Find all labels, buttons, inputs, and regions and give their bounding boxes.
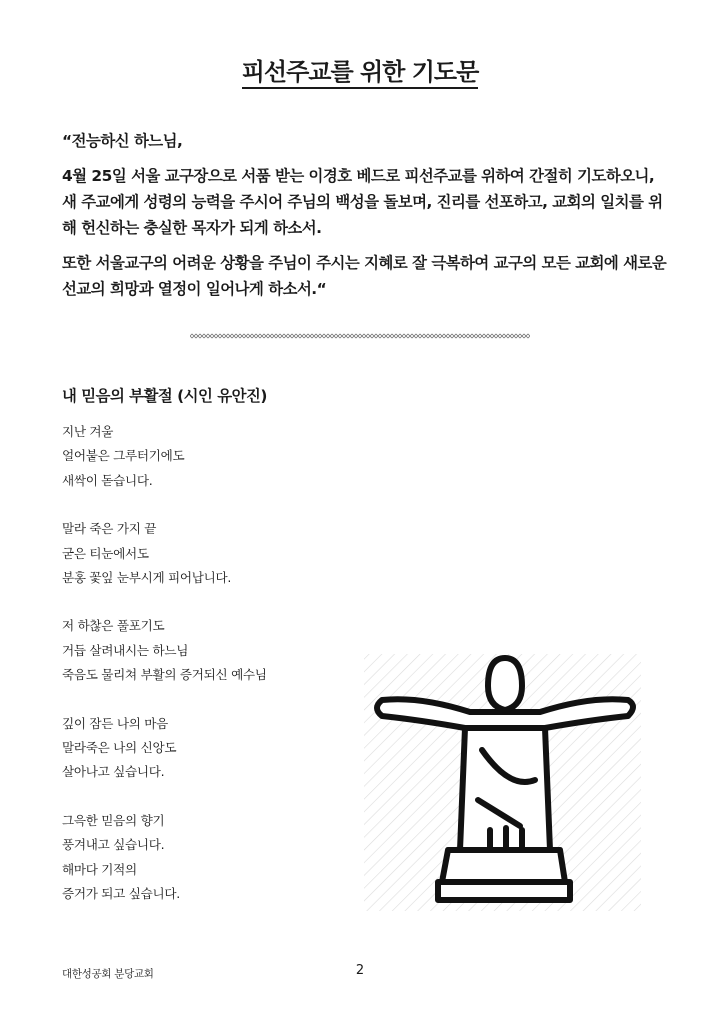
prayer-text xyxy=(62,128,667,311)
page-title-text: 피선주교를 위한 기도문 xyxy=(242,58,479,89)
poem-line: 얼어붙은 그루터기에도 xyxy=(62,448,185,464)
poem-line: 굳은 티눈에서도 xyxy=(62,545,149,561)
poem-stanza xyxy=(62,420,362,493)
footer-organization: 대한성공회 분당교회 xyxy=(62,968,154,980)
christ-the-redeemer-statue-icon xyxy=(360,650,645,915)
poem-line: 저 하찮은 풀포기도 xyxy=(62,618,165,634)
poem-line: 말라죽은 나의 신앙도 xyxy=(62,740,177,756)
poem-body xyxy=(62,420,362,931)
poem-stanza xyxy=(62,614,362,687)
poem-line: 분홍 꽃잎 눈부시게 피어납니다. xyxy=(62,570,232,586)
page-title xyxy=(0,52,720,87)
poem-stanza xyxy=(62,809,362,907)
decorative-divider xyxy=(190,332,530,340)
poem-stanza xyxy=(62,517,362,590)
poem-line: 살아나고 싶습니다. xyxy=(62,764,165,780)
prayer-paragraph: 또한 서울교구의 어려운 상황을 주님이 주시는 지혜로 잘 극복하여 교구의 모든 교회에 새로운 선교의 희망과 열정이 일어나게 하소서.“ xyxy=(62,254,667,298)
poem-line: 말라 죽은 가지 끝 xyxy=(62,521,157,537)
page-number: 2 xyxy=(355,963,365,978)
poem-line: 해마다 기적의 xyxy=(62,861,137,877)
poem-line: 지난 겨울 xyxy=(62,424,114,439)
poem-line: 풍겨내고 싶습니다. xyxy=(62,837,165,853)
prayer-paragraph: 4월 25일 서울 교구장으로 서품 받는 이경호 베드로 피선주교를 위하여 간절히 기도하오니, 새 주교에게 성령의 능력을 주시어 주님의 백성을 돌보며, 진리를 선포하고, 교회의 일치를 위해 헌신하는 충실한 목자가 되게 하소서. xyxy=(62,167,663,237)
poem-line: 깊이 잠든 나의 마음 xyxy=(62,715,169,731)
prayer-paragraph: “전능하신 하느님, xyxy=(62,132,183,150)
poem-line: 죽음도 물리쳐 부활의 증거되신 예수님 xyxy=(62,667,267,683)
poem-line: 거듭 살려내시는 하느님 xyxy=(62,642,189,658)
poem-line: 그윽한 믿음의 향기 xyxy=(62,812,165,828)
poem-title: 내 믿음의 부활절 (시인 유안진) xyxy=(62,387,267,405)
poem-line: 새싹이 돋습니다. xyxy=(62,472,153,488)
poem-line: 증거가 되고 싶습니다. xyxy=(62,886,180,902)
poem-stanza xyxy=(62,712,362,785)
